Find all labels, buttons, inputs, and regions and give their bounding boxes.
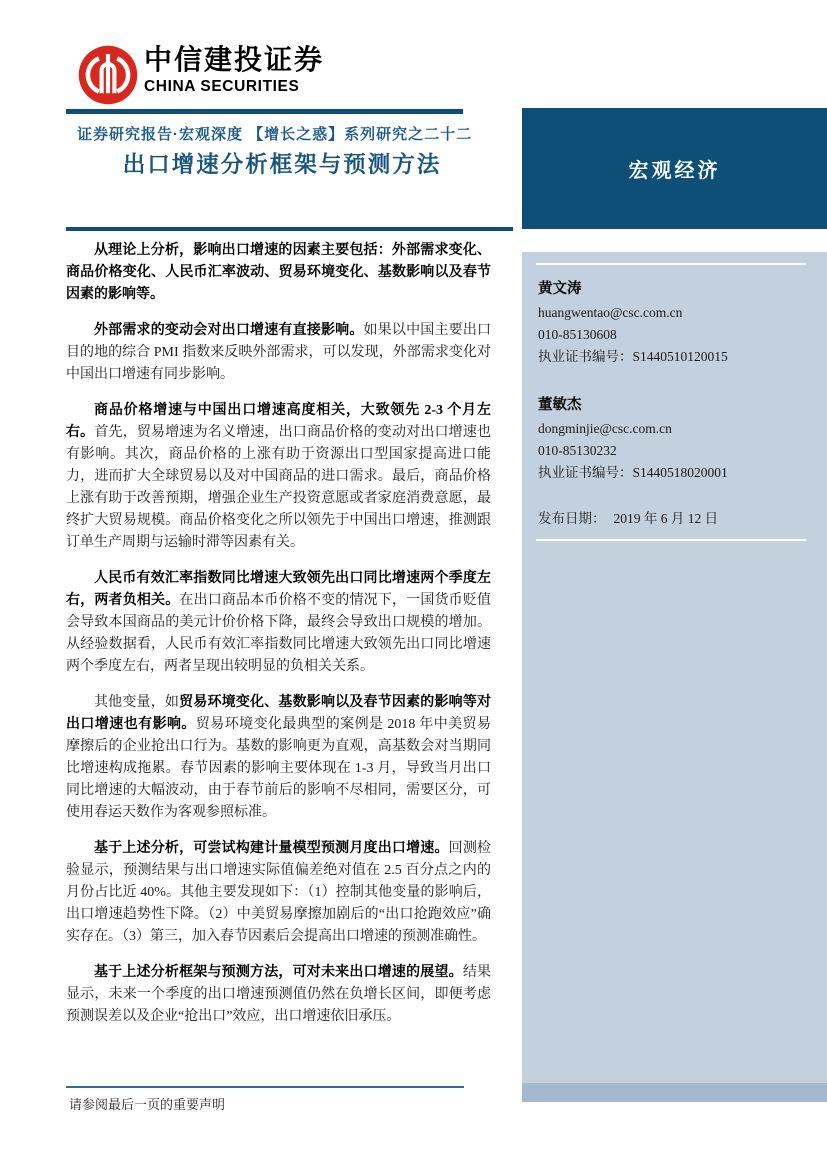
analyst-panel-top-rule	[536, 263, 806, 265]
analyst-block	[538, 392, 815, 484]
report-title: 出口增速分析框架与预测方法	[122, 152, 442, 177]
publish-date-label: 发布日期：	[538, 511, 606, 526]
sidebar-bottom-strip	[522, 1083, 827, 1102]
analyst-list	[538, 276, 815, 530]
report-series-label: 证券研究报告·宏观深度 【增长之惑】系列研究之二十二	[77, 126, 473, 143]
analyst-email: dongminjie@csc.com.cn	[538, 421, 672, 436]
body-divider	[66, 227, 513, 231]
body-paragraph: 人民币有效汇率指数同比增速大致领先出口同比增速两个季度左右，两者负相关。在出口商品本币价格不变的情况下，一国货币贬值会导致本国商品的美元计价价格下降，最终会导致出口规模的增加。从经验数据看，人民币有效汇率指数同比增速大致领先出口同比增速两个季度左右，两者呈现出较明显的负相关关系。	[66, 571, 492, 674]
brand-name-cn: 中信建投证券	[144, 45, 325, 76]
footer-disclaimer: 请参阅最后一页的重要声明	[69, 1097, 226, 1112]
body-paragraph: 其他变量，如贸易环境变化、基数影响以及春节因素的影响等对出口增速也有影响。贸易环境变化最典型的案例是 2018 年中美贸易摩擦后的企业抢出口行为。基数的影响更为直观，高基数会对当期同比增速构成拖累。春节因素的影响主要体现在 1-3 月，导致当月出口同比增速的大幅波动，由于春节前后的影响不尽相同，需要区分，可使用春运天数作为客观参照标准。	[66, 695, 492, 820]
analyst-license: 执业证书编号：S1440510120015	[538, 349, 728, 364]
body-paragraphs	[66, 240, 491, 1042]
brand-name-en: CHINA SECURITIES	[144, 78, 300, 95]
analyst-block	[538, 276, 815, 368]
analyst-license: 执业证书编号：S1440518020001	[538, 465, 728, 480]
publish-date-value: 2019 年 6 月 12 日	[613, 511, 719, 526]
body-paragraph: 外部需求的变动会对出口增速有直接影响。如果以中国主要出口目的地的综合 PMI 指数来反映外部需求，可以发现，外部需求变化对中国出口增速有同步影响。	[66, 323, 492, 382]
analyst-phone: 010-85130232	[538, 443, 617, 458]
analyst-name: 董敏杰	[538, 397, 582, 413]
analyst-panel-bottom-rule	[536, 539, 806, 541]
body-paragraph: 商品价格增速与中国出口增速高度相关，大致领先 2-3 个月左右。首先，贸易增速为名义增速，出口商品价格的变动对出口增速也有影响。其次，商品价格的上涨有助于资源出口型国家提高进口能力，进而扩大全球贸易以及对中国商品的进口需求。最后，商品价格上涨有助于改善预期，增强企业生产投资意愿或者家庭消费意愿，最终扩大贸易规模。商品价格变化之所以领先于中国出口增速，推测跟订单生产周期与运输时滞等因素有关。	[66, 403, 492, 550]
analyst-phone: 010-85130608	[538, 327, 617, 342]
category-label: 宏观经济	[628, 160, 721, 182]
brand-logo	[76, 43, 324, 107]
body-paragraph: 从理论上分析，影响出口增速的因素主要包括：外部需求变化、商品价格变化、人民币汇率波动、贸易环境变化、基数影响以及春节因素的影响等。	[66, 243, 491, 302]
analyst-name: 黄文涛	[538, 281, 582, 297]
analyst-panel	[522, 252, 827, 1083]
analyst-email: huangwentao@csc.com.cn	[538, 305, 683, 320]
citic-securities-logo-icon	[76, 43, 140, 107]
body-paragraph: 基于上述分析，可尝试构建计量模型预测月度出口增速。回测检验显示，预测结果与出口增速实际值偏差绝对值在 2.5 百分点之内的月份占比近 40%。其他主要发现如下：（1）控制其他变量的影响后，出口增速趋势性下降。（2）中美贸易摩擦加剧后的“出口抢跑效应”确实存在。（3）第三，加入春节因素后会提高出口增速的预测准确性。	[66, 841, 492, 944]
header-divider	[66, 109, 463, 114]
footer-divider	[66, 1086, 464, 1088]
publish-date-row	[538, 508, 815, 530]
category-banner	[522, 108, 827, 229]
body-paragraph: 基于上述分析框架与预测方法，可对未来出口增速的展望。结果显示，未来一个季度的出口增速预测值仍然在负增长区间，即便考虑预测误差以及企业“抢出口”效应，出口增速依旧承压。	[66, 965, 492, 1024]
